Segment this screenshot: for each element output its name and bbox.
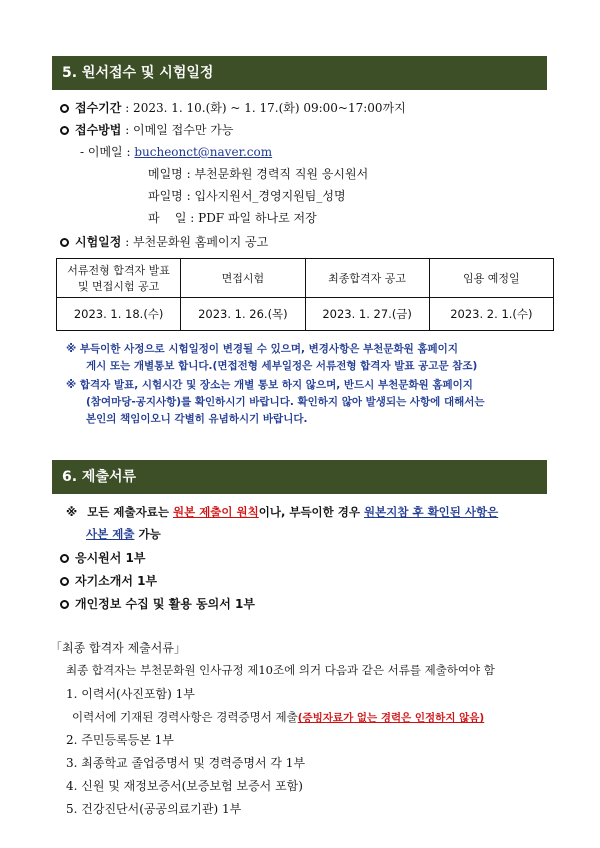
final-item-1-note: 이력서에 기재된 경력사항은 경력증명서 제출(증빙자료가 없는 경력은 인정하지 않음) (72, 710, 485, 724)
mail-name: 메일명 : 부천문화원 경력직 직원 응시원서 (148, 167, 369, 181)
table-header-4: 임용 예정일 (429, 259, 553, 298)
final-intro: 최종 합격자는 부천문화원 인사규정 제10조에 의거 다음과 같은 서류를 제출하여야 함 (66, 663, 495, 677)
schedule-note-2: 게시 또는 개별통보 합니다.(면접전형 세부일정은 서류전형 합격자 발표 공고문 참조) (86, 360, 478, 372)
circle-bullet-icon (60, 104, 69, 113)
table-cell: 2023. 1. 18.(수) (57, 298, 181, 331)
doc-item: 응시원서 1부 (60, 549, 146, 567)
schedule-note-1: ※ 부득이한 사정으로 시험일정이 변경될 수 있으며, 변경사항은 부천문화원 홈페이지 (66, 343, 458, 355)
doc-item: 자기소개서 1부 (60, 572, 157, 590)
original-required-text: 원본 제출이 원칙 (172, 505, 259, 519)
file-name: 파일명 : 입사지원서_경영지원팀_성명 (148, 189, 346, 203)
final-item-2: 2. 주민등록등본 1부 (66, 733, 174, 747)
submission-note: ※ 모든 제출자료는 원본 제출이 원칙이나, 부득이한 경우 원본지참 후 확인된 사항은 (66, 505, 499, 519)
submission-note-cont: 사본 제출 가능 (86, 527, 161, 541)
no-proof-warning: (증빙자료가 없는 경력은 인정하지 않음) (297, 712, 485, 724)
final-docs-heading: 「최종 합격자 제출서류」 (50, 641, 186, 655)
circle-bullet-icon (60, 577, 69, 586)
period-label: 접수기간 (75, 101, 122, 115)
email-row (80, 143, 272, 161)
circle-bullet-icon (60, 600, 69, 609)
period-row (60, 99, 406, 117)
method-row (60, 121, 233, 139)
table-cell: 2023. 1. 27.(금) (305, 298, 429, 331)
schedule-note-3: ※ 합격자 발표, 시험시간 및 장소는 개별 통보 하지 않으며, 반드시 부천문화원 홈페이지 (66, 379, 473, 391)
period-value: : 2023. 1. 10.(화) ~ 1. 17.(화) 09:00~17:00까지 (125, 101, 406, 115)
copy-allowed-text: 원본지참 후 확인된 사항은 (364, 505, 499, 519)
section-6-title: 6. 제출서류 (52, 460, 547, 494)
table-header-3: 최종합격자 공고 (305, 259, 429, 298)
email-label: - 이메일 : (80, 145, 131, 159)
file-format: 파 일 : PDF 파일 하나로 저장 (148, 211, 317, 225)
section-5-title: 5. 원서접수 및 시험일정 (52, 56, 547, 90)
schedule-table (56, 258, 554, 331)
schedule-label: 시험일정 (75, 235, 122, 249)
method-label: 접수방법 (75, 123, 122, 137)
final-item-3: 3. 최종학교 졸업증명서 및 경력증명서 각 1부 (66, 756, 306, 770)
email-link[interactable]: bucheonct@naver.com (134, 145, 273, 159)
final-item-5: 5. 건강진단서(공공의료기관) 1부 (66, 802, 242, 816)
schedule-note-4: (참여마당-공지사항)를 확인하시기 바랍니다. 확인하지 않아 발생되는 사항에 대해서는 (86, 396, 485, 408)
table-cell: 2023. 2. 1.(수) (429, 298, 553, 331)
table-header-2: 면접시험 (181, 259, 305, 298)
final-item-4: 4. 신원 및 재정보증서(보증보험 보증서 포함) (66, 779, 303, 793)
circle-bullet-icon (60, 238, 69, 247)
schedule-note-5: 본인의 책임이오니 각별히 유념하시기 바랍니다. (86, 413, 308, 425)
table-cell: 2023. 1. 26.(목) (181, 298, 305, 331)
table-header-1: 서류전형 합격자 발표 및 면접시험 공고 (57, 259, 181, 298)
method-value: : 이메일 접수만 가능 (125, 123, 234, 137)
note-mark: ※ (66, 505, 78, 519)
circle-bullet-icon (60, 126, 69, 135)
schedule-value: : 부천문화원 홈페이지 공고 (125, 235, 269, 249)
doc-item: 개인정보 수집 및 활용 동의서 1부 (60, 595, 255, 613)
circle-bullet-icon (60, 554, 69, 563)
schedule-row (60, 233, 268, 251)
final-item-1: 1. 이력서(사진포함) 1부 (66, 687, 195, 701)
